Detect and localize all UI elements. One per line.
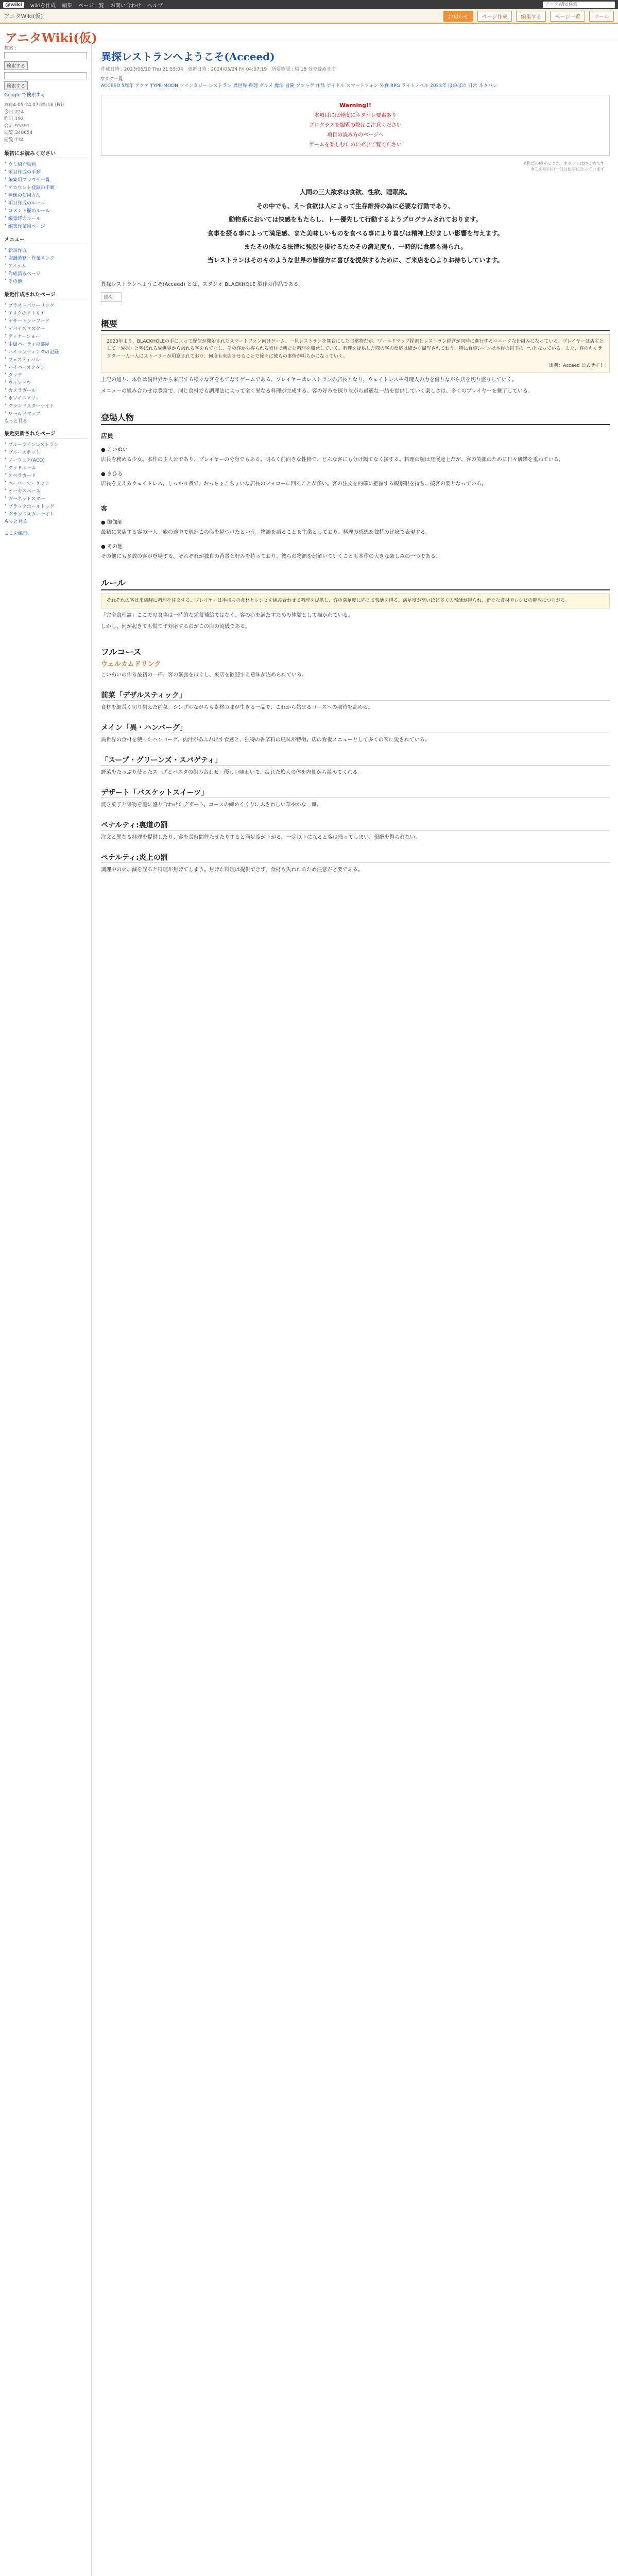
recent-updated-heading: 最近更新されたページ — [4, 429, 87, 438]
menu-item[interactable]: 新規作成 — [8, 248, 27, 253]
stat-yesterday: 昨日:192 — [4, 116, 24, 122]
course-heading: フルコース — [101, 647, 142, 657]
menu-item[interactable]: アイテム — [8, 264, 26, 269]
subsection-heading: 店員 — [101, 432, 114, 440]
recent-updated-item[interactable]: ブルースポット — [8, 450, 41, 455]
rule-paragraph: しかし、何が起きても慌てず対応するのがこの店の流儀である。 — [101, 623, 250, 630]
menu-paragraph: 食材を細長く切り揃えた前菜。シンプルながらも素材の味が生きる一品で、これから始まるコースへの期待を高める。 — [101, 704, 373, 710]
notice-button[interactable]: お知らせ — [443, 11, 473, 22]
page-title: 異探レストランへようこそ(Acceed) — [101, 50, 275, 63]
warning-line: 本項目には軽度にネタバレ要素あり — [314, 113, 397, 119]
menu-heading-appetizer: 前菜「デザルスティック」 — [101, 690, 610, 701]
penalty-heading: ペナルティ:炎上の罰 — [101, 852, 610, 863]
recent-item[interactable]: 中級パーティの部屋 — [8, 342, 50, 347]
center-line: 食事を摂る事によって満足感、また美味しいものを食べる事により喜びは精神上好ましい影響を与えます。 — [207, 229, 504, 237]
sidebar-search-input[interactable] — [4, 52, 87, 59]
penalty-paragraph: 調理中の火加減を誤ると料理が焦げてしまう。焦げた料理は提供できず、食材も失われるため注意が必要である。 — [101, 867, 364, 873]
recent-item[interactable]: フェスティバル — [8, 358, 40, 363]
site-stats — [4, 102, 87, 144]
create-page-button[interactable]: ページ作成 — [477, 11, 512, 22]
rules-list — [4, 160, 87, 230]
page-list-button[interactable]: ページ一覧 — [550, 11, 585, 22]
recent-more-link[interactable]: もっと見る — [4, 419, 28, 424]
summary-quote-text: 2023年より、BLACKHOLEの手によって配信が開始されたスマートフォン向けゲーム。一見レストランを舞台にした日常物だが、ワールドマップ探索とレストラン経営が同時に進行するユニークな仕組みになっている。プレイヤーは店主として「異探」と呼ばれる異世界から訪れる客をもてなし、その客から得られる素材で新たな料理を開発していく。料理を提供した際の客の反応は細かく描写されており、特に食事シーンは本作の目玉の一つとなっている。また、客のキャラクター一人一人にストーリーが用意されており、何度も来店させることで徐々に彼らの事情が明らかになっていく。 — [107, 338, 604, 359]
recent-item[interactable]: ハイパーオクタン — [8, 365, 45, 370]
recent-updated-more-link[interactable]: もっと見る — [4, 519, 28, 524]
main-content — [97, 41, 614, 2576]
recent-list — [4, 301, 87, 417]
tag-list-toggle[interactable]: ▽タグ一覧 — [101, 77, 123, 82]
warning-line: 項目の読み方のページへ — [327, 132, 384, 139]
warning-note: ※物語の紹介につき、ネタバレは控えめです — [523, 161, 605, 166]
site-title[interactable]: アニタWiki(仮) — [5, 30, 97, 45]
recent-updated-list — [4, 440, 87, 518]
penalty-paragraph: 注文と異なる料理を提供したり、客を長時間待たせたりすると満足度が下がる。一定以下になると客は帰ってしまい、報酬を得られない。 — [101, 834, 420, 840]
wiki-logo[interactable]: @wiki — [3, 2, 24, 8]
rule-paragraph: 「完全食理論」ここでの食事は一時的な栄養補給ではなく、客の心を満たすための体験として描かれている。 — [101, 612, 353, 618]
rules-heading: 最初にお読みください — [4, 149, 87, 158]
rules-item[interactable]: 編集作業用ページ — [8, 224, 45, 229]
recent-item[interactable]: デバイスマスター — [8, 327, 45, 332]
recent-item[interactable]: グランドスターナイト — [8, 404, 55, 409]
toc-toggle[interactable]: 目次 — [101, 292, 122, 302]
site-header — [0, 9, 618, 45]
section-heading: 概要 — [101, 317, 610, 331]
rules-item[interactable]: 画像の使用方法 — [8, 193, 41, 198]
recent-item[interactable]: カメラガール — [8, 388, 36, 394]
character-desc: その他にも多数の客が登場する。それぞれが独自の背景と好みを持っており、彼らの物語を紐解いていくことも本作の大きな楽しみの一つである。 — [101, 554, 441, 560]
section-heading: ルール — [101, 577, 610, 590]
warning-title: Warning!! — [339, 101, 371, 109]
recent-item[interactable]: ホワイトアワー — [8, 396, 41, 401]
topbar-search-input[interactable]: アニタWiki検索 — [543, 2, 615, 8]
menu-item[interactable]: 店舗業務・作業リンク — [8, 256, 55, 261]
stat-today: 今日:224 — [4, 109, 24, 115]
recent-updated-item[interactable]: ガーネットスター — [8, 497, 45, 502]
recent-updated-item[interactable]: ブラックホールドッグ — [8, 504, 55, 510]
character-name: ● 御伽師 — [101, 520, 123, 526]
center-line: 当レストランはそのキのような世界の皆様方に喜びを提供するために、ご来店を心よりお待ちしています。 — [207, 257, 504, 264]
menu-heading: メニュー — [4, 235, 87, 244]
site-topbar — [0, 0, 618, 9]
stat-views: 閲覧:348654 — [4, 130, 33, 135]
rules-item[interactable]: 項目作成の手順 — [8, 170, 41, 175]
rules-item[interactable]: ウミ紹介動画 — [8, 162, 37, 167]
recent-updated-item[interactable]: ブルーラインレストラン — [8, 443, 59, 448]
sidebar-search-button[interactable]: 検索する — [4, 61, 28, 70]
rules-item[interactable]: 編集用ブラウザ一覧 — [8, 178, 50, 183]
warning-line: プログラスを閲覧の際はご注意ください — [309, 123, 402, 129]
section-heading: 登場人物 — [101, 411, 610, 425]
recent-item[interactable]: デザートシーフード — [8, 319, 50, 324]
recent-updated-item[interactable]: オーキスペース — [8, 489, 41, 494]
recent-updated-item[interactable]: ペーパーマーケット — [8, 481, 50, 486]
rule-box: それぞれの客は来店時に料理を注文する。プレイヤーは手持ちの食材とレシピを組み合わせて料理を提供し、客の満足度に応じて報酬を得る。満足度が高いほど多くの報酬が得られ、新たな食材やレシピの解放につながる。 — [101, 594, 610, 608]
recent-updated-item[interactable]: オペラカード — [8, 473, 37, 479]
edit-button[interactable]: 編集する — [516, 11, 546, 22]
topbar-menu-pages[interactable]: ページ一覧 — [78, 3, 105, 9]
rules-item[interactable]: 項目作成のルール — [8, 201, 45, 206]
recent-item[interactable]: ワールドマップ — [8, 412, 41, 417]
recent-item[interactable]: ハイランディングの記録 — [8, 350, 59, 355]
recent-item[interactable]: タッチ — [8, 373, 23, 378]
rules-item[interactable]: コメント欄のルール — [8, 209, 50, 214]
stat-views-2: 閲覧:734 — [4, 137, 24, 143]
edit-sidebar-link[interactable]: ここを編集 — [4, 531, 28, 536]
character-desc: 店長を支えるウェイトレス。しっかり者で、おっちょこちょいな店長のフォローに回ることが多い。客の注文を的確に把握する観察眼を持ち、接客の要となっている。 — [101, 481, 487, 487]
center-line: その中でも、え～食欲は人によって生存維持の為に必要な行動であり、 — [256, 202, 454, 210]
topbar-menu-contact[interactable]: お問い合わせ — [110, 3, 142, 9]
menu-heading-main: メイン「異・ハンバーグ」 — [101, 722, 610, 733]
summary-paragraph: 上記の通り、本作は異世界から来店する様々な客をもてなすゲームである。プレイヤーはレストランの店長となり、ウェイトレスや料理人の力を借りながら店を切り盛りしていく。 — [101, 377, 517, 383]
rules-item[interactable]: 編集時のルール — [8, 216, 41, 222]
menu-list — [4, 246, 87, 285]
penalty-heading: ペナルティ:裏道の罰 — [101, 820, 610, 831]
recent-item[interactable]: アリクのアトリエ — [8, 311, 45, 316]
topbar-menu-edit[interactable]: 編集 — [62, 3, 73, 9]
rules-item[interactable]: アカウント登録の手順 — [8, 185, 55, 191]
recent-item[interactable]: ブラストパワーリング — [8, 303, 55, 309]
stat-total: 合計:95391 — [4, 123, 30, 129]
menu-paragraph: 焼き菓子と果物を籠に盛り合わせたデザート。コースの締めくくりにふさわしい華やかな一皿。 — [101, 802, 322, 808]
center-line: 動物系においては快感をもたらし、トー優先して行動するようプログラムされております。 — [229, 216, 482, 224]
menu-heading-soup: 「スープ・グリーンズ・スパゲティ」 — [101, 755, 610, 766]
wiki-name-link[interactable]: アニタWiki(仮) — [4, 13, 43, 20]
updated-time: 2024-05-24 07:35:16 (Fri) — [4, 103, 64, 108]
menu-paragraph: 異世界の食材を使ったハンバーグ。肉汁があふれ出す食感と、独特の香辛料の風味が特徴。店の看板メニューとして多くの客に愛されている。 — [101, 737, 430, 743]
recent-updated-item[interactable]: グランドスターナイト — [8, 512, 55, 517]
character-name: ● こいぬい — [101, 447, 128, 453]
topbar-menu-help[interactable]: ヘルプ — [147, 3, 163, 9]
menu-item[interactable]: 作成済みページ — [8, 272, 41, 277]
subsection-heading: 客 — [101, 505, 108, 513]
warning-note: ※この項目の一部は伏字になっています — [531, 167, 605, 172]
menu-heading-dessert: デザート「バスケットスイーツ」 — [101, 787, 610, 798]
warning-box — [101, 95, 610, 156]
course-paragraph: こいぬいの作る最初の一杯。客の緊張をほぐし、来店を歓迎する意味が込められている。 — [101, 672, 307, 678]
wiki-toolbar — [0, 9, 618, 24]
intro-center-text — [101, 185, 610, 267]
tag-list[interactable]: ACCEED 5周年 アクア TYPE-MOON ファンタジー レストラン 異世界 料理 グルメ 魔法 冒険 ソシャゲ 作品 アイドル スマートフォン 外食 RPG ライトノベル 2023年 ほのぼの 日常 ネタバレ — [101, 83, 497, 89]
character-desc: 店長を務める少女。本作の主人公であり、プレイヤーの分身でもある。明るく前向きな性格で、どんな客にも分け隔てなく接する。料理の腕は発展途上だが、客の笑顔のために日々研鑽を重ねている。 — [101, 457, 564, 463]
page-dates: 作成日時 : 2023/06/10 Thu 21:55:04 更新日時 : 2024/05/24 Fri 04:07:19 所要時間 : 約 18 分で読めます — [101, 67, 336, 72]
character-name: ● その他 — [101, 544, 123, 550]
sidebar-search-button-2[interactable]: 検索する — [4, 81, 28, 90]
recent-updated-item[interactable]: グッドホーム — [8, 466, 36, 471]
sidebar-search-input-2[interactable] — [4, 72, 87, 79]
toolbar-buttons — [443, 11, 614, 22]
topbar-menu-create[interactable]: wikiを作成 — [30, 3, 56, 9]
recent-item[interactable]: ディナーショー — [8, 334, 40, 340]
intro-paragraph: 異探レストランへようこそ(Acceed) とは、スタジオ BLACKHOLE 製作の作品である。 — [101, 281, 304, 287]
character-desc: 最初に来店する客の一人。旅の途中で偶然この店を見つけたという。物語を語ることを生業としており、料理の感想を独特の比喩で表現する。 — [101, 530, 431, 536]
recent-item[interactable]: ウィンドウ — [8, 381, 31, 386]
character-name: ● まひる — [101, 471, 123, 478]
sidebar — [0, 41, 92, 2576]
menu-item[interactable]: その他 — [8, 279, 23, 284]
recent-updated-item[interactable]: ノーウェア(ACO) — [8, 458, 45, 463]
course-subheading: ウェルカムドリンク — [101, 660, 161, 668]
recent-heading: 最近作成されたページ — [4, 290, 87, 299]
summary-quote — [101, 334, 610, 374]
summary-source: 出典：Acceed 公式サイト — [549, 363, 604, 368]
menu-paragraph: 野菜をたっぷり使ったスープとパスタの組み合わせ。優しい味わいで、疲れた旅人の体を内側から温めてくれる。 — [101, 769, 363, 775]
sidebar-search-label: 検索 : — [4, 46, 16, 51]
tools-button[interactable]: ツール — [589, 11, 614, 22]
center-line: またその他なる法律に強烈を掛けるためその満足度も、一時的に食感も得られ。 — [244, 243, 467, 251]
center-line: 人間の三大欲求は食欲、性欲、睡眠欲。 — [299, 189, 411, 196]
warning-line: ゲームを楽しむためにぜひご覧ください — [309, 142, 402, 148]
google-search-link[interactable]: Google で検索する — [4, 93, 45, 98]
summary-paragraph: メニューの組み合わせは豊富で、同じ食材でも調理法によって全く異なる料理が完成する。客の好みを探りながら最適な一品を提供していく楽しさは、多くのプレイヤーを魅了している。 — [101, 388, 533, 395]
